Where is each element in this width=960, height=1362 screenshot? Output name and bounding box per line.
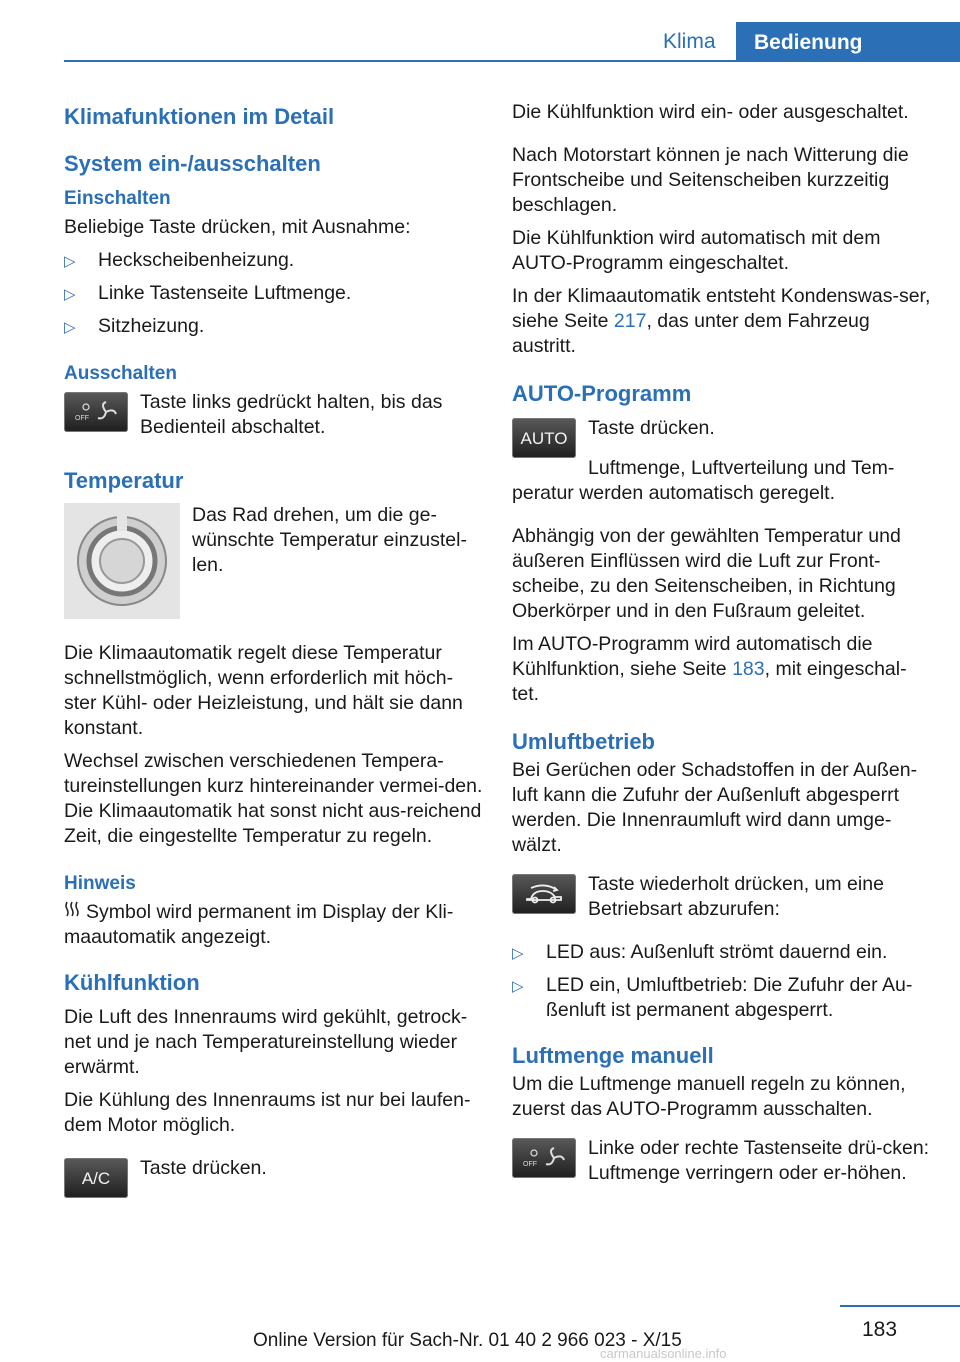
temperature-knob-icon (64, 503, 180, 619)
left-column (64, 100, 484, 1206)
off-fan-button-icon (512, 1138, 576, 1178)
auto-paragraph-1: Abhängig von der gewählten Temperatur und äußeren Einflüssen wird die Luft zur Front-scheibe, zu den Seitenscheiben, in Richtung Oberkörper und in den Fußraum geleitet. (512, 525, 901, 622)
list-item: ▷ Sitzheizung. (64, 314, 484, 339)
heading-umluft: Umluftbetrieb (512, 729, 655, 754)
list-item: ▷ Linke Tastenseite Luftmenge. (64, 281, 484, 306)
ein-text: Beliebige Taste drücken, mit Ausnahme: (64, 216, 411, 238)
auto-text-1: Taste drücken. (588, 417, 715, 439)
condensation-icon (64, 900, 86, 925)
triangle-bullet-icon: ▷ (64, 286, 76, 303)
umluft-btn-text: Taste wiederholt drücken, um eine Betriebsart abzurufen: (588, 873, 884, 920)
temp-text: Das Rad drehen, um die ge-wünschte Temperatur einzustel-len. (192, 504, 467, 576)
list-item: ▷ LED ein, Umluftbetrieb: Die Zufuhr der Au-ßenluft ist permanent abgesperrt. (512, 974, 913, 1021)
ein-list (64, 248, 484, 339)
page-number: 183 (862, 1318, 898, 1341)
ac-row (64, 1156, 484, 1198)
umluft-row (512, 872, 932, 922)
page-title: Klimafunktionen im Detail (64, 104, 335, 129)
temp-row (64, 503, 484, 619)
page-link-217[interactable]: 217 (613, 310, 647, 332)
heading-einschalten: Einschalten (64, 188, 171, 209)
heading-auto: AUTO-Programm (512, 381, 692, 406)
svg-text:OFF: OFF (75, 415, 89, 422)
list-item: ▷ LED aus: Außenluft strömt dauernd ein. (512, 940, 932, 965)
svg-text:OFF: OFF (523, 1161, 537, 1168)
right-paragraph-2: Nach Motorstart können je nach Witterung die Frontscheibe und Seitenscheiben kurzzeitig beschlagen. (512, 144, 909, 216)
triangle-bullet-icon: ▷ (512, 945, 524, 962)
right-column (512, 100, 932, 1194)
ac-button-icon: A/C (64, 1158, 128, 1198)
triangle-bullet-icon: ▷ (64, 253, 76, 270)
heading-kuehlfunktion: Kühlfunktion (64, 970, 200, 995)
umluft-list (512, 940, 932, 1023)
right-paragraph-1: Die Kühlfunktion wird ein- oder ausgeschaltet. (512, 101, 909, 123)
page-link-183[interactable]: 183 (732, 658, 765, 680)
auto-button-icon: AUTO (512, 418, 576, 458)
footer-text: Online Version für Sach-Nr. 01 40 2 966 023 - X/15 (253, 1330, 682, 1351)
luft-paragraph: Um die Luftmenge manuell regeln zu können, zuerst das AUTO-Programm ausschalten. (512, 1073, 906, 1120)
temp-paragraph-2: Wechsel zwischen verschiedenen Tempera-tureinstellungen kurz hintereinander vermei-den. Die Klimaautomatik hat sonst nicht aus-reichend Zeit, die eingestellte Temperatur zu regeln. (64, 750, 483, 847)
kuehl-paragraph-2: Die Kühlung des Innenraums ist nur bei laufen-dem Motor möglich. (64, 1089, 471, 1136)
auto-text-2: Luftmenge, Luftverteilung und Tem-peratur werden automatisch geregelt. (512, 457, 895, 504)
ac-text: Taste drücken. (140, 1157, 267, 1179)
header-tab: Bedienung (736, 22, 960, 62)
list-item: ▷ Heckscheibenheizung. (64, 248, 484, 273)
right-paragraph-4: In der Klimaautomatik entsteht Kondenswas-ser, siehe Seite 217, das unter dem Fahrzeug austritt. (512, 285, 931, 357)
aus-text: Taste links gedrückt halten, bis das Bedienteil abschaltet. (140, 391, 443, 438)
auto-paragraph-2: Im AUTO-Programm wird automatisch die Kühlfunktion, siehe Seite 183, mit eingeschal-tet. (512, 633, 907, 705)
heading-system: System ein-/ausschalten (64, 151, 321, 176)
heading-temperatur: Temperatur (64, 468, 184, 493)
auto-row (512, 416, 932, 458)
triangle-bullet-icon: ▷ (512, 978, 524, 995)
heading-hinweis: Hinweis (64, 873, 136, 894)
triangle-bullet-icon: ▷ (64, 319, 76, 336)
aus-row (64, 390, 484, 440)
temp-paragraph-1: Die Klimaautomatik regelt diese Temperatur schnellstmöglich, wenn erforderlich mit höch-ster Kühl- oder Heizleistung, und hält sie dann konstant. (64, 642, 463, 739)
header-section: Klima (663, 30, 716, 53)
watermark: carmanualsonline.info (600, 1346, 727, 1361)
umluft-paragraph: Bei Gerüchen oder Schadstoffen in der Außen-luft kann die Zufuhr der Außenluft abgesperrt werden. Die Innenraumluft wird dann umge-wälzt. (512, 759, 918, 856)
luft-row (512, 1136, 932, 1186)
footer-rule (840, 1305, 960, 1307)
heading-luftmenge: Luftmenge manuell (512, 1043, 714, 1068)
right-paragraph-3: Die Kühlfunktion wird automatisch mit dem AUTO-Programm eingeschaltet. (512, 227, 881, 274)
hinweis-text: Symbol wird permanent im Display der Kli-maautomatik angezeigt. (64, 901, 454, 948)
recirculation-button-icon (512, 874, 576, 914)
kuehl-paragraph-1: Die Luft des Innenraums wird gekühlt, getrock-net und je nach Temperatureinstellung wieder erwärmt. (64, 1006, 468, 1078)
luft-btn-text: Linke oder rechte Tastenseite drü-cken: Luftmenge verringern oder er-höhen. (588, 1137, 930, 1184)
heading-ausschalten: Ausschalten (64, 363, 177, 384)
off-fan-button-icon (64, 392, 128, 432)
